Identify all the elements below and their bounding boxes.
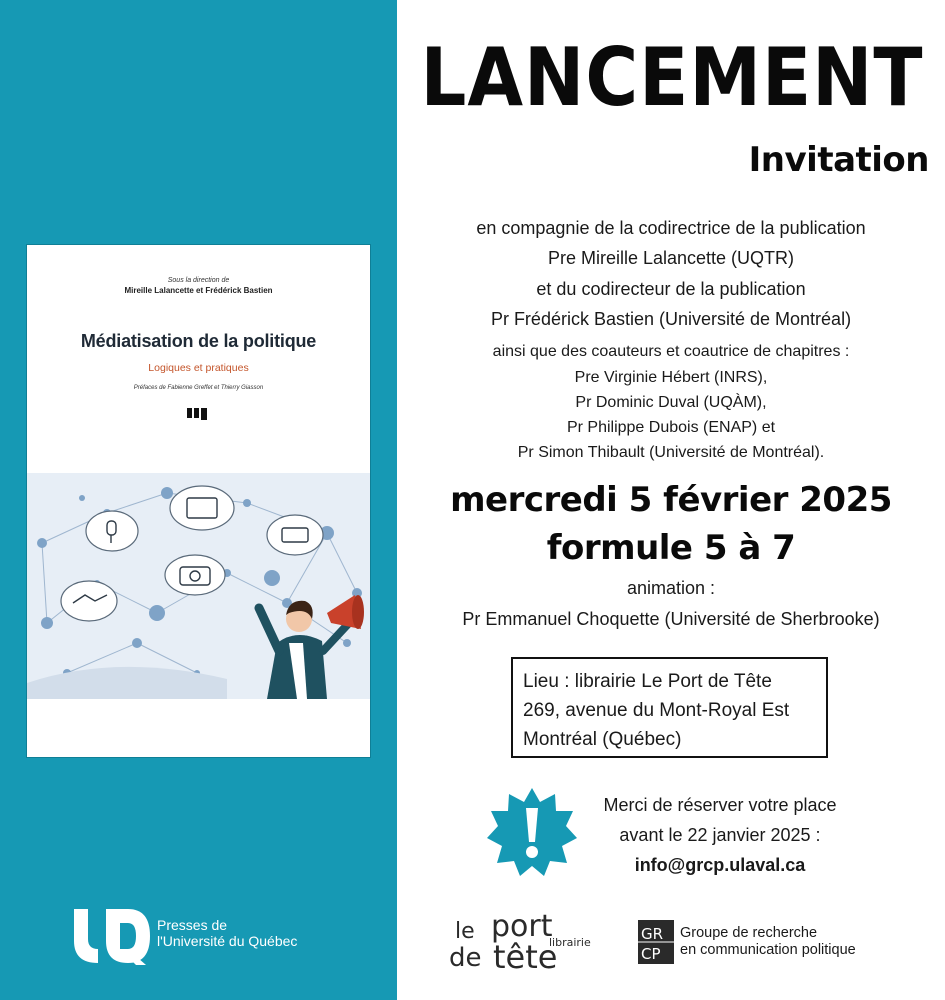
puq-mini-logo-icon — [187, 406, 209, 420]
intro-line-5: ainsi que des coauteurs et coautrice de chapitres : — [492, 343, 850, 360]
cover-editors: Mireille Lalancette et Frédérick Bastien — [124, 286, 273, 295]
event-date: mercredi 5 février 2025 — [450, 480, 892, 520]
grcp-line-1: Groupe de recherche — [680, 925, 818, 941]
grcp-line-2: en communication politique — [680, 942, 856, 958]
puq-logo — [72, 905, 312, 967]
location-line-2: 269, avenue du Mont-Royal Est — [523, 700, 790, 721]
location-line-1: Lieu : librairie Le Port de Tête — [523, 671, 772, 692]
rsvp-email[interactable]: info@grcp.ulaval.ca — [634, 855, 806, 875]
location-line-3: Montréal (Québec) — [523, 729, 682, 750]
grcp-name — [680, 925, 856, 959]
animator: Pr Emmanuel Choquette (Université de Sherbrooke) — [462, 609, 880, 629]
svg-text:CP: CP — [641, 945, 661, 963]
event-format: formule 5 à 7 — [546, 528, 796, 568]
rsvp-line-2: avant le 22 janvier 2025 : — [619, 825, 821, 845]
headline: LANCEMENT — [420, 30, 924, 125]
coauthor-2: Pr Dominic Duval (UQÀM), — [575, 394, 767, 411]
coauthor-3: Pr Philippe Dubois (ENAP) et — [566, 419, 776, 436]
invitation-label: Invitation — [748, 140, 929, 180]
cover-illustration — [27, 473, 370, 699]
publisher-line2: l'Université du Québec — [157, 933, 298, 949]
cover-subtitle: Logiques et pratiques — [148, 362, 249, 374]
port-tete-librairie: librairie — [549, 936, 591, 949]
animation-label: animation : — [626, 578, 716, 598]
port-tete-port: port — [491, 909, 553, 944]
left-panel — [0, 0, 397, 1000]
intro-line-1: en compagnie de la codirectrice de la publication — [476, 218, 866, 238]
cover-prefaces: Préfaces de Fabienne Greffet et Thierry Giasson — [133, 385, 264, 391]
intro-line-2: Pre Mireille Lalancette (UQTR) — [547, 248, 795, 268]
coauthor-1: Pre Virginie Hébert (INRS), — [574, 369, 768, 386]
cover-editors-intro: Sous la direction de — [167, 277, 230, 284]
svg-text:GR: GR — [641, 925, 664, 943]
grcp-logo — [638, 920, 898, 964]
cover-title: Médiatisation de la politique — [80, 331, 317, 351]
book-cover — [27, 245, 370, 757]
publisher-name — [157, 917, 297, 949]
uq-logo-icon — [72, 905, 152, 967]
exclamation-badge-icon — [487, 786, 577, 876]
intro-line-4: Pr Frédérick Bastien (Université de Montréal) — [490, 309, 852, 329]
grcp-mark-icon — [638, 920, 674, 964]
port-de-tete-logo — [447, 908, 607, 974]
port-tete-de: de — [449, 943, 482, 973]
intro-line-3: et du codirecteur de la publication — [536, 279, 806, 299]
location-box — [511, 657, 828, 758]
coauthor-4: Pr Simon Thibault (Université de Montréal). — [517, 444, 825, 461]
port-tete-le: le — [455, 919, 475, 944]
port-tete-tete: tête — [493, 938, 558, 974]
rsvp-line-1: Merci de réserver votre place — [603, 795, 837, 815]
publisher-line1: Presses de — [157, 917, 228, 933]
